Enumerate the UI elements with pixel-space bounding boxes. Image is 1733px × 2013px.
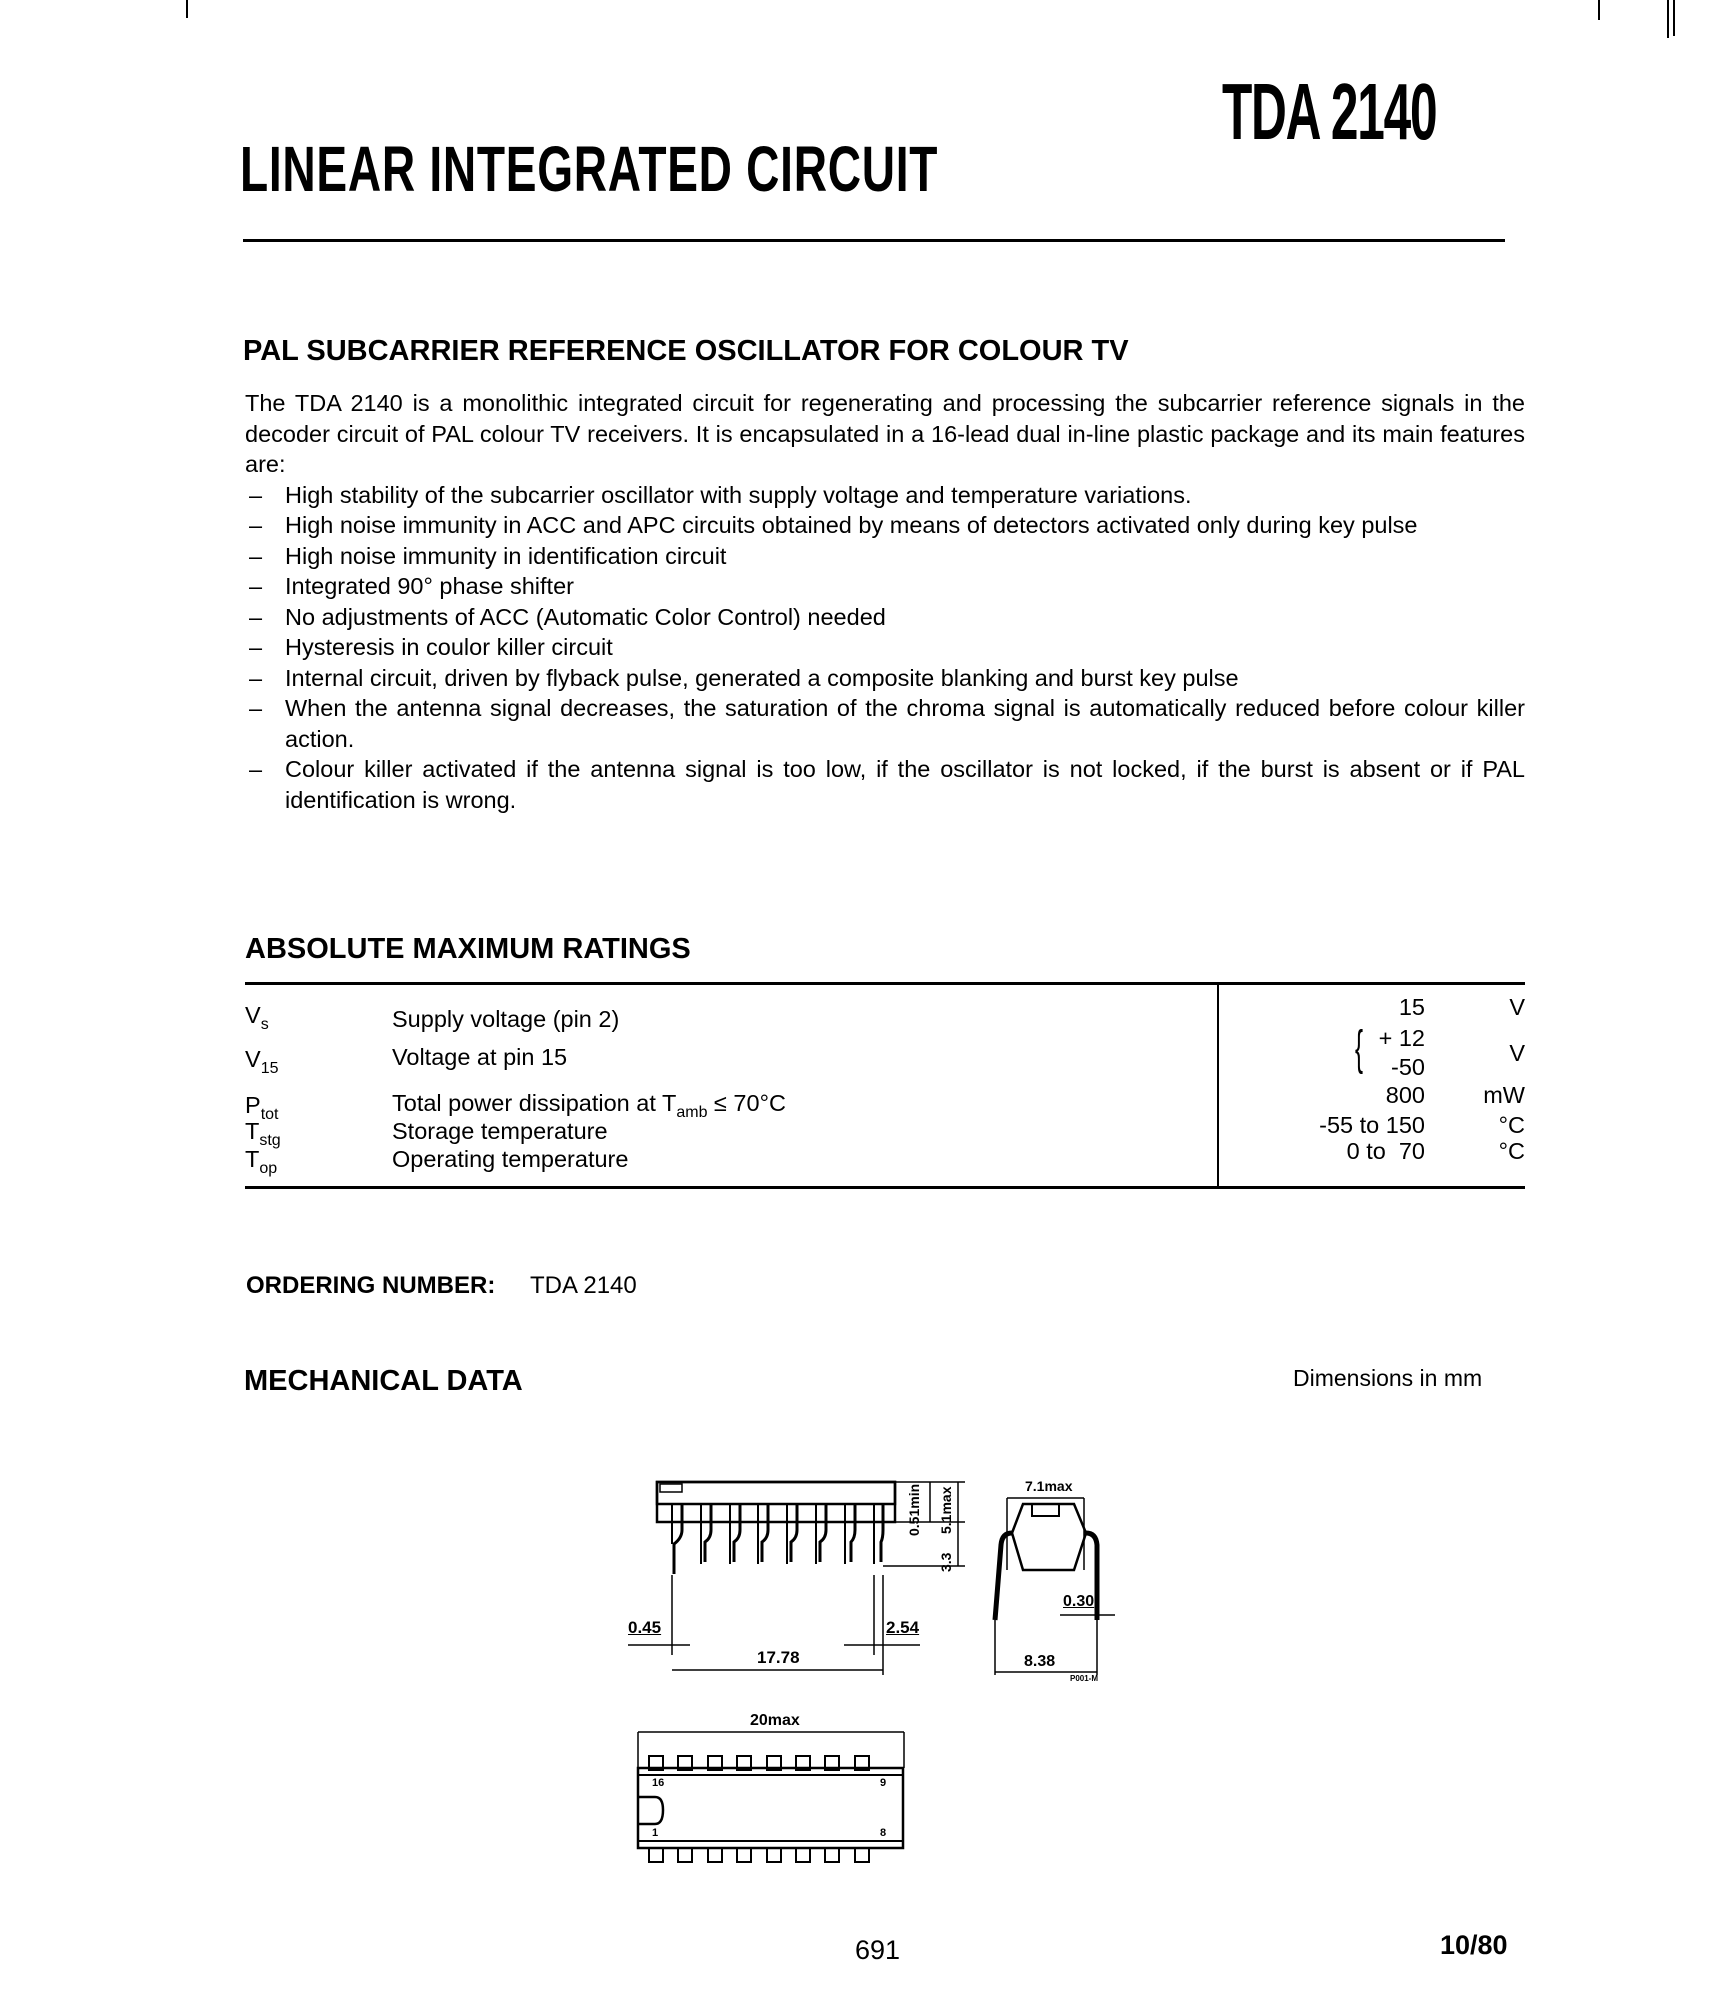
feature-item: – High noise immunity in ACC and APC circuits obtained by means of detectors activated only during key pulse [249, 512, 1418, 538]
scan-mark [1673, 0, 1675, 36]
dim-pitch: 2.54 [886, 1618, 920, 1637]
dim-height: 5.1max [938, 1486, 954, 1534]
features-list [245, 480, 1525, 816]
page-number: 691 [855, 1935, 901, 1965]
table-bottom-rule [245, 1186, 1525, 1189]
feature-item: – High stability of the subcarrier oscillator with supply voltage and temperature variations. [249, 481, 1192, 508]
rating-value: 15 [1398, 994, 1425, 1020]
rating-value-range: + 12 -50 [1378, 1025, 1425, 1080]
rating-unit: °C [1498, 1138, 1525, 1164]
feature-item: – When the antenna signal decreases, the saturation of the chroma signal is automatically reduced before colour killer action. [249, 695, 1525, 752]
feature-item: – Colour killer activated if the antenna signal is too low, if the oscillator is not locked, if the burst is absent or if PAL identification is wrong. [249, 756, 1525, 813]
section-heading-ratings: ABSOLUTE MAXIMUM RATINGS [245, 933, 691, 965]
feature-item: – Integrated 90° phase shifter [249, 573, 574, 599]
header-rule [243, 239, 1505, 242]
dim-body-width: 7.1max [1025, 1478, 1073, 1494]
drawing-reference: P001-M [1070, 1674, 1099, 1683]
rating-symbol: $T_{op}$ [245, 1146, 278, 1177]
scan-mark [186, 0, 188, 18]
rating-description: Operating temperature [392, 1146, 629, 1172]
dim-lead-thickness: 0.30 [1063, 1593, 1095, 1610]
feature-item: – Internal circuit, driven by flyback pulse, generated a composite blanking and burst key pulse [249, 664, 1239, 691]
section-heading-intro: PAL SUBCARRIER REFERENCE OSCILLATOR FOR COLOUR TV [243, 335, 1129, 367]
rating-symbol: $T_{stg}$ [245, 1118, 281, 1149]
rating-description: Voltage at pin 15 [392, 1044, 568, 1070]
table-row [245, 1022, 1525, 1080]
rating-unit: V [1509, 1040, 1525, 1066]
table-top-rule [245, 982, 1525, 985]
dim-row-spacing: 8.38 [1024, 1653, 1056, 1670]
feature-item: – No adjustments of ACC (Automatic Color Control) needed [249, 603, 886, 630]
brace-symbol: { [1355, 1022, 1364, 1075]
package-drawing [600, 1450, 1180, 1870]
rating-value: 0 to 70 [1346, 1138, 1425, 1164]
pin-label-8: 8 [880, 1827, 887, 1839]
dim-lead-length: 3.3 [938, 1552, 954, 1572]
scan-mark [1667, 0, 1669, 38]
rating-symbol: $V_{15}$ [245, 1046, 279, 1077]
dim-standoff: 0.51min [906, 1483, 922, 1536]
table-row [245, 994, 1525, 1033]
rating-description: Supply voltage (pin 2) [392, 1006, 620, 1032]
document-category-title: LINEAR INTEGRATED CIRCUIT [240, 133, 939, 205]
dip16-package-outline [600, 1450, 1180, 1870]
dim-body-length: 20max [750, 1712, 800, 1729]
pin-label-16: 16 [652, 1777, 665, 1789]
intro-paragraph: The TDA 2140 is a monolithic integrated circuit for regenerating and processing the subcarrier reference signals in the decoder circuit of PAL colour TV receivers. It is encapsulated in a 16-lead dual in-line plastic package and its main features are: [245, 390, 1525, 477]
document-date: 10/80 [1440, 1930, 1508, 1960]
section-heading-mechanical: MECHANICAL DATA [244, 1365, 523, 1397]
feature-item: – High noise immunity in identification circuit [249, 542, 727, 569]
ordering-value: TDA 2140 [530, 1272, 637, 1299]
ordering-label: ORDERING NUMBER: [246, 1272, 496, 1299]
table-row [245, 1138, 1525, 1177]
rating-unit: V [1509, 994, 1525, 1020]
feature-item: – Hysteresis in coulor killer circuit [249, 634, 613, 660]
rating-value: 800 [1385, 1082, 1425, 1108]
rating-unit: mW [1483, 1082, 1525, 1108]
ordering-number [246, 1272, 637, 1300]
rating-symbol: $P_{tot}$ [245, 1092, 279, 1123]
intro-body [245, 388, 1525, 815]
dim-lead-width: 0.45 [628, 1618, 662, 1637]
rating-description: Total power dissipation at $T_{amb} \le 70^\circ C$ [392, 1090, 786, 1121]
dim-row-span: 17.78 [757, 1648, 800, 1667]
scan-mark [1598, 0, 1600, 20]
pin-label-1: 1 [652, 1827, 659, 1839]
dimensions-note: Dimensions in mm [1293, 1365, 1483, 1391]
rating-symbol: $V_s$ [245, 1002, 269, 1033]
rating-unit: °C [1498, 1112, 1525, 1138]
rating-description: Storage temperature [392, 1118, 608, 1144]
part-number-title: TDA 2140 [1222, 67, 1437, 156]
pin-label-9: 9 [880, 1777, 887, 1789]
table-row [245, 1112, 1525, 1149]
rating-value: -55 to 150 [1319, 1112, 1425, 1138]
